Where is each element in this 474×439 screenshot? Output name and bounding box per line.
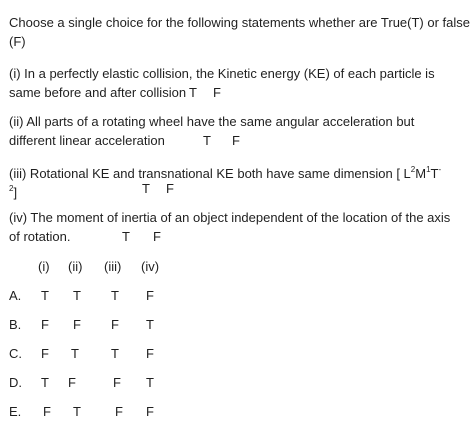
option-value: T (146, 317, 154, 332)
option-label: D. (9, 375, 22, 390)
statement-ii-line-1: (ii) All parts of a rotating wheel have the same angular acceleration but (9, 114, 415, 129)
option-value: T (73, 288, 81, 303)
question-prompt-line-1: Choose a single choice for the following statements whether are True(T) or false (9, 15, 471, 30)
option-value: F (41, 346, 49, 361)
option-label: E. (9, 404, 22, 419)
table-header-iii: (iii) (104, 259, 122, 274)
statement-ii-false-option[interactable]: F (232, 133, 240, 148)
option-value: F (113, 375, 121, 390)
option-value: F (115, 404, 123, 419)
statement-iii-sup-1: 2 (410, 165, 416, 174)
question-prompt-line-2: (F) (9, 34, 26, 49)
question-prompt (9, 13, 471, 51)
option-value: F (111, 317, 119, 332)
option-value: F (146, 404, 154, 419)
statement-i (9, 64, 471, 102)
statement-iii-sup-2: 1 (426, 165, 431, 174)
statement-iii-close-bracket: ] (13, 185, 18, 200)
option-value: T (111, 288, 119, 303)
statement-i-true-option[interactable]: T (189, 85, 197, 100)
statement-iv-true-option[interactable]: T (122, 229, 130, 244)
statement-iv-false-option[interactable]: F (153, 229, 161, 244)
statement-iii-true-option[interactable]: T (142, 181, 150, 196)
statement-iv-line-1: (iv) The moment of inertia of an object independent of the location of the axis (9, 210, 451, 225)
statement-iii-post: T (430, 166, 439, 181)
option-value: T (71, 346, 79, 361)
option-value: F (146, 346, 154, 361)
statement-i-line-1: (i) In a perfectly elastic collision, the Kinetic energy (KE) of each particle is (9, 66, 435, 81)
option-label: A. (9, 288, 22, 303)
statement-iv-line-2: of rotation. (9, 229, 71, 244)
option-value: F (146, 288, 154, 303)
statement-ii (9, 112, 471, 150)
statement-iii (9, 160, 471, 198)
option-label: C. (9, 346, 22, 361)
statement-iii-false-option[interactable]: F (166, 181, 174, 196)
option-value: T (146, 375, 154, 390)
statement-iii-text: (iii) Rotational KE and transnational KE both have same dimension [ L (9, 166, 411, 181)
statement-ii-line-2: different linear acceleration (9, 133, 165, 148)
option-value: F (73, 317, 81, 332)
table-header-i: (i) (38, 259, 50, 274)
table-header-ii: (ii) (68, 259, 83, 274)
statement-iii-mid: M (415, 166, 427, 181)
option-value: F (68, 375, 76, 390)
option-value: F (43, 404, 51, 419)
option-value: T (41, 375, 49, 390)
statement-iv (9, 208, 471, 246)
statement-iii-line-2 (9, 179, 471, 198)
option-value: T (111, 346, 119, 361)
option-label: B. (9, 317, 22, 332)
table-header-iv: (iv) (141, 259, 160, 274)
statement-iii-exponent: 2 (9, 184, 14, 193)
statement-i-false-option[interactable]: F (213, 85, 221, 100)
statement-iii-line-1 (9, 160, 471, 179)
statement-iii-sup-3: - (438, 165, 442, 174)
statement-ii-true-option[interactable]: T (203, 133, 211, 148)
statement-i-line-2: same before and after collision (9, 85, 187, 100)
option-value: F (41, 317, 49, 332)
option-value: T (73, 404, 81, 419)
option-value: T (41, 288, 49, 303)
